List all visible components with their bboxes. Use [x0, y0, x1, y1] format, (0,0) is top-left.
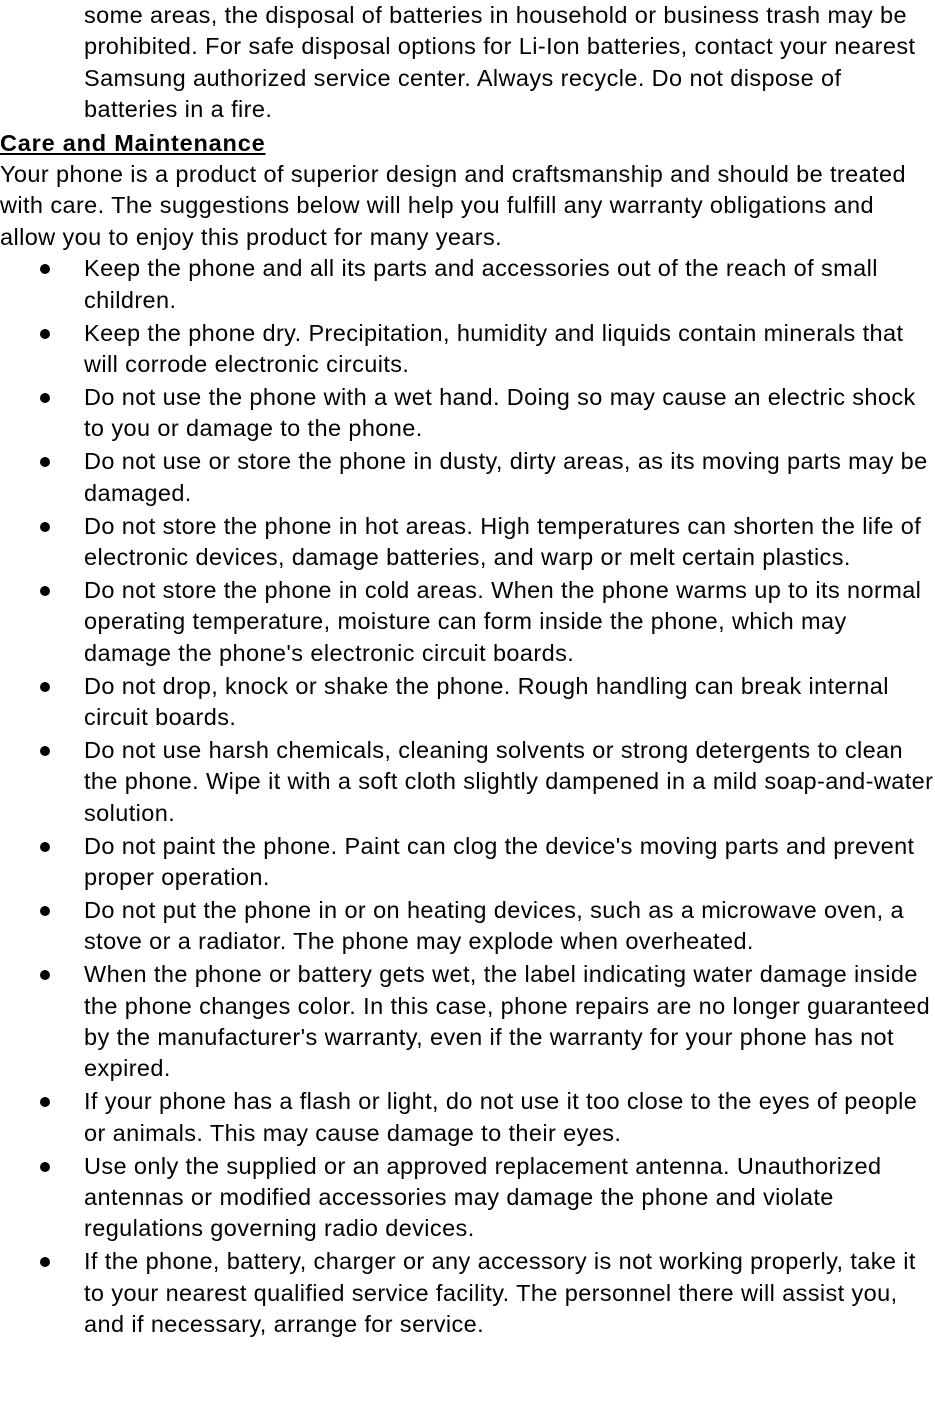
list-item-text: Do not drop, knock or shake the phone. Rough handling can break internal circuit boards.	[84, 672, 889, 730]
list-item	[0, 735, 935, 829]
bullet-icon	[40, 682, 50, 692]
list-item-text: If your phone has a flash or light, do not use it too close to the eyes of people or animals. This may cause damage to their eyes.	[84, 1088, 918, 1146]
list-item	[0, 575, 935, 669]
list-item	[0, 1086, 935, 1149]
care-tips-list	[0, 253, 935, 1340]
bullet-icon	[40, 1257, 50, 1267]
bullet-icon	[40, 746, 50, 756]
list-item-text: Do not use the phone with a wet hand. Doing so may cause an electric shock to you or damage to the phone.	[84, 383, 916, 442]
list-item-text: Use only the supplied or an approved replacement antenna. Unauthorized antennas or modified accessories may damage the phone and violate regulations governing radio devices.	[84, 1152, 882, 1242]
list-item	[0, 446, 935, 509]
battery-disposal-text: some areas, the disposal of batteries in household or business trash may be prohibited. For safe disposal options for Li-Ion batteries, contact your nearest Samsung authorized service center. Always recycle. Do not dispose of batteries in a fire.	[84, 2, 916, 123]
section-intro-paragraph: Your phone is a product of superior design and craftsmanship and should be treated with care. The suggestions below will help you fulfill any warranty obligations and allow you to enjoy this product for many years.	[0, 161, 906, 250]
list-item-text: If the phone, battery, charger or any accessory is not working properly, take it to your nearest qualified service facility. The personnel there will assist you, and if necessary, arrange for service.	[84, 1248, 916, 1338]
bullet-icon	[40, 522, 50, 532]
section-heading: Care and Maintenance	[0, 129, 266, 156]
list-item	[0, 318, 935, 381]
bullet-icon	[40, 586, 50, 596]
bullet-icon	[40, 842, 50, 852]
list-item	[0, 671, 935, 734]
list-item-text: Do not store the phone in hot areas. High temperatures can shorten the life of electronic devices, damage batteries, and warp or melt certain plastics.	[84, 512, 922, 570]
bullet-icon	[40, 457, 50, 467]
list-item	[0, 959, 935, 1085]
list-item-text: When the phone or battery gets wet, the label indicating water damage inside the phone changes color. In this case, phone repairs are no longer guaranteed by the manufacturer's warranty, even if the warranty for your phone has not expired.	[84, 961, 931, 1082]
list-item-text: Keep the phone and all its parts and accessories out of the reach of small children.	[84, 255, 878, 313]
list-item	[0, 511, 935, 574]
bullet-icon	[40, 393, 50, 403]
list-item	[0, 895, 935, 958]
bullet-icon	[40, 970, 50, 980]
list-item-text: Do not use harsh chemicals, cleaning solvents or strong detergents to clean the phone. Wipe it with a soft cloth slightly dampened in a mild soap-and-water solution.	[84, 736, 934, 826]
bullet-icon	[40, 1097, 50, 1107]
list-item-text: Do not store the phone in cold areas. When the phone warms up to its normal operating temperature, moisture can form inside the phone, which may damage the phone's electronic circuit boards.	[84, 576, 922, 666]
list-item	[0, 1151, 935, 1245]
bullet-icon	[40, 906, 50, 916]
list-item	[0, 253, 935, 316]
list-item-text: Do not paint the phone. Paint can clog the device's moving parts and prevent proper operation.	[84, 832, 915, 890]
list-item	[0, 831, 935, 894]
bullet-icon	[40, 329, 50, 339]
list-item-text: Do not use or store the phone in dusty, dirty areas, as its moving parts may be damaged.	[84, 448, 928, 506]
bullet-icon	[40, 264, 50, 274]
list-item-text: Do not put the phone in or on heating devices, such as a microwave oven, a stove or a radiator. The phone may explode when overheated.	[84, 896, 904, 955]
bullet-icon	[40, 1162, 50, 1172]
list-item	[0, 1246, 935, 1340]
list-item-text: Keep the phone dry. Precipitation, humidity and liquids contain minerals that will corrode electronic circuits.	[84, 319, 904, 377]
list-item	[0, 382, 935, 445]
